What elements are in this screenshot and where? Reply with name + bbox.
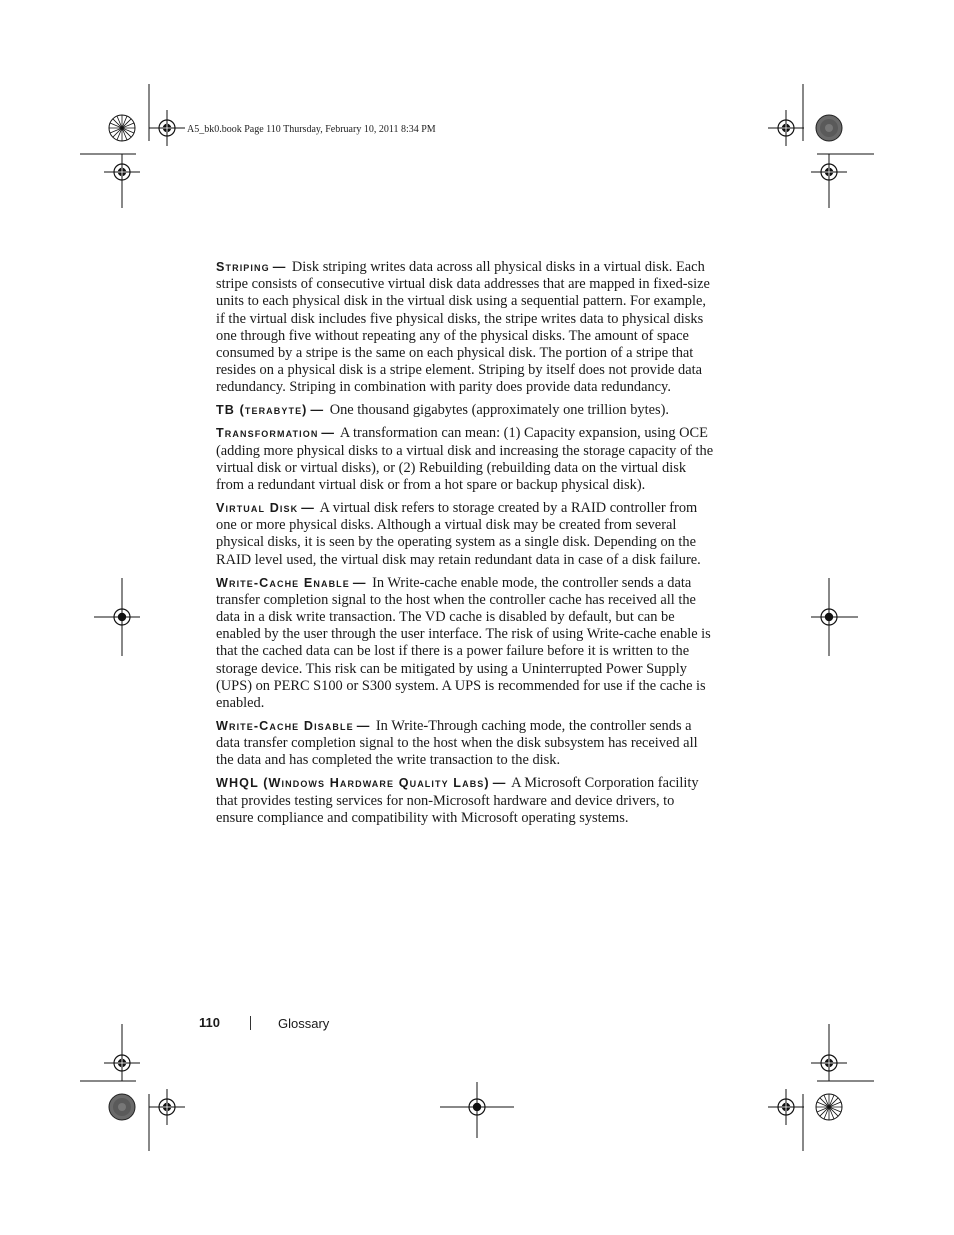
glossary-definition: In Write-Through caching mode, the controller sends a data transfer completion signal to the host when the disk subsystem has received all the data and has completed the write transaction to the disk. — [216, 718, 698, 769]
glossary-definition: A Microsoft Corporation facility that provides testing services for non-Microsoft hardware and device drivers, to ensure compliance and compatibility with Microsoft operating systems. — [216, 775, 699, 826]
registration-mark-icon — [440, 1082, 514, 1138]
term-dash: — — [352, 575, 366, 590]
glossary-term: Striping — [216, 260, 270, 274]
glossary-definition: A virtual disk refers to storage created by a RAID controller from one or more physical disks. Although a virtual disk may be created from several physical disks, it is seen by the operating system as a single disk. Depending on the RAID level used, the virtual disk may retain redundant data in case of a disk failure. — [216, 500, 701, 568]
print-header: A5_bk0.book Page 110 Thursday, February 10, 2011 8:34 PM — [187, 124, 436, 135]
term-dash: — — [301, 501, 314, 516]
glossary-definition: A transformation can mean: (1) Capacity expansion, using OCE (adding more physical disks to a virtual disk and increasing the storage capacity of the virtual disk or virtual disks), or (2) Rebuilding (rebuilding data on the virtual disk from a redundant virtual disk or from a hot spare or backup physical disk). — [216, 425, 714, 494]
glossary-term: Virtual Disk — [216, 501, 299, 516]
registration-mark-icon — [768, 1024, 874, 1151]
glossary-term: Write-Cache Disable — [216, 719, 354, 734]
page-number: 110 — [199, 1015, 220, 1030]
glossary-term: Transformation — [216, 426, 319, 441]
glossary-definition: Disk striping writes data across all physical disks in a virtual disk. Each stripe consists of consecutive virtual disk data addresses that are mapped in fixed-size units to each physical disk in the virtual disk using a sequential pattern. For example, if the virtual disk includes five physical disks, the stripe writes data to physical disks one through five without repeating any of the physical disks. The amount of space consumed by a stripe is the same on each physical disk. The portion of a stripe that resides on a physical disk is a stripe element. Striping by itself does not provide data redundancy. Striping in combination with parity does provide data redundancy. — [216, 259, 710, 396]
registration-mark-icon — [80, 1024, 185, 1151]
glossary-term: Write-Cache Enable — [216, 575, 350, 590]
term-dash: — — [310, 403, 324, 418]
glossary-term: WHQL (Windows Hardware Quality Labs) — [216, 776, 490, 791]
term-dash: — — [272, 260, 286, 274]
term-dash: — — [492, 776, 506, 791]
registration-mark-icon — [94, 578, 140, 656]
footer-section-title: Glossary — [278, 1016, 330, 1031]
glossary-term: TB (terabyte) — [216, 403, 308, 418]
registration-mark-icon — [811, 578, 858, 656]
registration-mark-icon — [768, 84, 874, 208]
registration-mark-icon — [80, 84, 185, 208]
glossary-definition: In Write-cache enable mode, the controller sends a data transfer completion signal to the host when the controller cache has received all the data in a disk write transaction. The VD cache is disabled by default, but can be enabled by the user through the user interface. The risk of using Write-cache enable is that the cached data can be lost if there is a power failure before it is written to the storage device. This risk can be mitigated by using a Uninterrupted Power Supply (UPS) on PERC S100 or S300 system. A UPS is recommended for use if the cache is enabled. — [216, 574, 711, 712]
term-dash: — — [356, 719, 370, 734]
term-dash: — — [321, 426, 335, 441]
glossary-definition: One thousand gigabytes (approximately one trillion bytes). — [329, 402, 669, 419]
